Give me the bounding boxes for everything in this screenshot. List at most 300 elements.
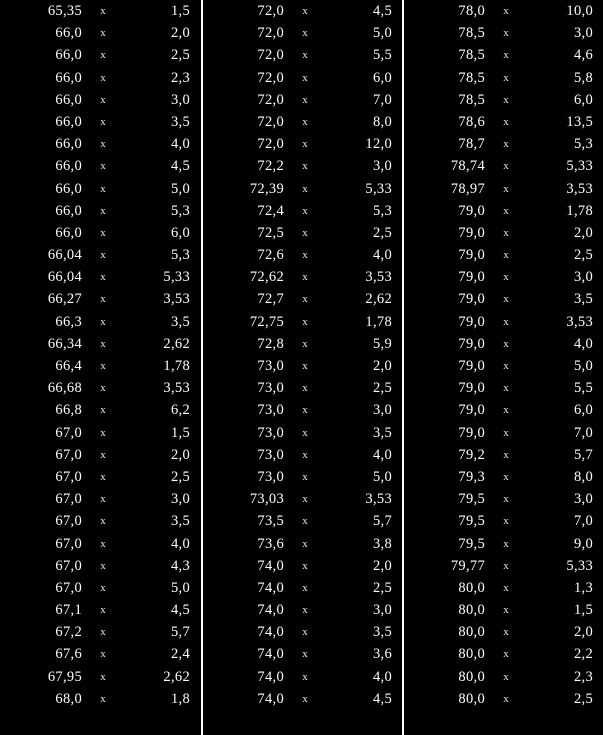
- multiply-operator: x: [302, 448, 308, 461]
- dimension-width-value: 74,0: [257, 557, 284, 574]
- dimension-width-value: 79,0: [458, 424, 485, 441]
- table-row: [202, 111, 402, 133]
- table-column: [201, 0, 402, 735]
- dimension-width-value: 66,0: [55, 180, 82, 197]
- dimension-height-value: 2,0: [170, 446, 190, 463]
- dimension-height-value: 3,5: [170, 513, 190, 530]
- table-row: [0, 111, 201, 133]
- dimension-height-value: 5,0: [372, 25, 392, 42]
- dimension-height-value: 3,53: [163, 291, 190, 308]
- table-row: [0, 222, 201, 244]
- table-row: [0, 377, 201, 399]
- multiply-operator: x: [503, 160, 509, 173]
- dimension-height-value: 2,5: [573, 247, 593, 264]
- multiply-operator: x: [302, 49, 308, 62]
- table-row: [0, 355, 201, 377]
- multiply-operator: x: [100, 71, 106, 84]
- multiply-operator: x: [100, 27, 106, 40]
- multiply-operator: x: [302, 249, 308, 262]
- table-row: [403, 422, 603, 444]
- dimension-width-value: 66,4: [55, 358, 82, 374]
- multiply-operator: x: [503, 93, 509, 106]
- dimension-width-value: 79,0: [458, 269, 485, 286]
- dimension-width-value: 78,7: [458, 136, 485, 153]
- multiply-operator: x: [100, 204, 106, 217]
- dimension-width-value: 80,0: [458, 579, 485, 596]
- dimension-width-value: 67,2: [55, 624, 82, 641]
- dimension-width-value: 74,0: [257, 602, 284, 619]
- table-row: [403, 288, 603, 310]
- dimension-width-value: 66,0: [55, 158, 82, 175]
- table-row: [403, 599, 603, 621]
- multiply-operator: x: [100, 360, 106, 372]
- dimension-width-value: 72,6: [257, 247, 284, 264]
- table-row: [0, 577, 201, 599]
- multiply-operator: x: [100, 581, 106, 594]
- dimension-height-value: 4,3: [170, 557, 190, 574]
- dimension-width-value: 66,8: [55, 402, 82, 419]
- dimension-width-value: 79,0: [458, 358, 485, 374]
- table-row: [202, 22, 402, 44]
- dimension-height-value: 2,62: [163, 668, 190, 685]
- multiply-operator: x: [302, 182, 308, 195]
- dimension-width-value: 72,2: [257, 158, 284, 175]
- dimension-width-value: 66,0: [55, 47, 82, 64]
- dimension-height-value: 5,3: [170, 247, 190, 264]
- multiply-operator: x: [503, 360, 509, 372]
- dimension-width-value: 79,0: [458, 335, 485, 352]
- multiply-operator: x: [302, 204, 308, 217]
- multiply-operator: x: [503, 337, 509, 350]
- table-row: [202, 0, 402, 22]
- dimension-width-value: 66,0: [55, 91, 82, 108]
- dimension-height-value: 5,33: [365, 180, 392, 197]
- multiply-operator: x: [100, 337, 106, 350]
- dimension-height-value: 5,3: [573, 136, 593, 153]
- table-row: [403, 488, 603, 510]
- multiply-operator: x: [302, 604, 308, 617]
- table-row: [202, 89, 402, 111]
- dimension-width-value: 66,34: [47, 335, 82, 352]
- multiply-operator: x: [302, 138, 308, 151]
- table-row: [0, 89, 201, 111]
- dimension-height-value: 2,3: [573, 668, 593, 685]
- dimension-height-value: 6,0: [573, 402, 593, 419]
- dimension-width-value: 79,3: [458, 468, 485, 485]
- table-row: [403, 178, 603, 200]
- dimension-width-value: 74,0: [257, 579, 284, 596]
- dimension-width-value: 67,0: [55, 424, 82, 441]
- table-row: [202, 444, 402, 466]
- dimension-height-value: 4,5: [372, 690, 392, 707]
- dimension-height-value: 5,33: [163, 269, 190, 286]
- dimension-height-value: 5,0: [573, 358, 593, 374]
- dimension-height-value: 3,53: [365, 269, 392, 286]
- table-row: [0, 621, 201, 643]
- dimension-width-value: 67,0: [55, 535, 82, 552]
- table-row: [202, 155, 402, 177]
- dimension-height-value: 4,0: [372, 668, 392, 685]
- dimension-width-value: 66,68: [47, 380, 82, 397]
- dimension-height-value: 3,53: [566, 180, 593, 197]
- table-row: [403, 621, 603, 643]
- multiply-operator: x: [302, 692, 308, 705]
- table-row: [403, 111, 603, 133]
- dimension-height-value: 4,0: [573, 335, 593, 352]
- table-row: [403, 377, 603, 399]
- multiply-operator: x: [302, 271, 308, 284]
- dimension-height-value: 4,0: [170, 136, 190, 153]
- table-row: [202, 222, 402, 244]
- multiply-operator: x: [302, 27, 308, 40]
- dimension-width-value: 66,3: [55, 313, 82, 330]
- dimension-height-value: 5,7: [170, 624, 190, 641]
- dimension-width-value: 74,0: [257, 646, 284, 663]
- dimension-width-value: 73,0: [257, 402, 284, 419]
- dimension-height-value: 5,7: [573, 446, 593, 463]
- dimension-height-value: 10,0: [566, 3, 593, 19]
- multiply-operator: x: [503, 249, 509, 262]
- table-row: [403, 311, 603, 333]
- multiply-operator: x: [503, 271, 509, 284]
- dimension-width-value: 79,0: [458, 291, 485, 308]
- dimension-width-value: 66,0: [55, 224, 82, 241]
- multiply-operator: x: [503, 426, 509, 439]
- dimension-width-value: 73,6: [257, 535, 284, 552]
- dimension-width-value: 78,74: [450, 158, 485, 175]
- dimension-height-value: 4,6: [573, 47, 593, 64]
- multiply-operator: x: [100, 49, 106, 62]
- table-row: [403, 510, 603, 532]
- multiply-operator: x: [100, 537, 106, 550]
- dimension-height-value: 13,5: [566, 113, 593, 130]
- dimension-width-value: 80,0: [458, 690, 485, 707]
- multiply-operator: x: [100, 493, 106, 506]
- dimension-height-value: 2,62: [365, 291, 392, 308]
- multiply-operator: x: [100, 670, 106, 683]
- dimension-width-value: 72,0: [257, 25, 284, 42]
- dimension-width-value: 78,5: [458, 91, 485, 108]
- multiply-operator: x: [302, 559, 308, 572]
- table-row: [403, 266, 603, 288]
- dimension-width-value: 74,0: [257, 624, 284, 641]
- table-row: [202, 311, 402, 333]
- dimension-width-value: 79,5: [458, 535, 485, 552]
- dimension-width-value: 78,6: [458, 113, 485, 130]
- dimension-height-value: 1,3: [573, 579, 593, 596]
- dimension-width-value: 72,39: [249, 180, 284, 197]
- table-row: [403, 333, 603, 355]
- dimension-width-value: 66,04: [47, 247, 82, 264]
- dimension-height-value: 2,4: [170, 646, 190, 663]
- dimension-height-value: 2,0: [573, 224, 593, 241]
- table-row: [403, 399, 603, 421]
- dimension-width-value: 79,0: [458, 313, 485, 330]
- dimension-height-value: 3,5: [170, 113, 190, 130]
- table-row: [202, 533, 402, 555]
- multiply-operator: x: [302, 382, 308, 395]
- table-row: [202, 355, 402, 377]
- dimension-width-value: 67,1: [55, 602, 82, 619]
- dimension-width-value: 67,95: [47, 668, 82, 685]
- table-row: [0, 244, 201, 266]
- dimension-width-value: 79,2: [458, 446, 485, 463]
- dimension-height-value: 2,0: [573, 624, 593, 641]
- multiply-operator: x: [100, 249, 106, 262]
- table-row: [403, 155, 603, 177]
- table-row: [202, 200, 402, 222]
- multiply-operator: x: [100, 426, 106, 439]
- dimension-height-value: 2,5: [170, 468, 190, 485]
- multiply-operator: x: [302, 670, 308, 683]
- table-row: [403, 355, 603, 377]
- multiply-operator: x: [503, 648, 509, 661]
- dimension-height-value: 3,0: [372, 602, 392, 619]
- dimension-width-value: 66,27: [47, 291, 82, 308]
- table-row: [403, 22, 603, 44]
- dimension-width-value: 67,6: [55, 646, 82, 663]
- dimension-height-value: 1,78: [566, 202, 593, 219]
- table-row: [403, 222, 603, 244]
- multiply-operator: x: [302, 515, 308, 528]
- dimension-width-value: 73,03: [249, 491, 284, 508]
- dimension-height-value: 3,6: [372, 646, 392, 663]
- dimension-height-value: 2,5: [372, 224, 392, 241]
- dimension-height-value: 3,8: [372, 535, 392, 552]
- multiply-operator: x: [100, 648, 106, 661]
- dimension-width-value: 67,0: [55, 513, 82, 530]
- table-row: [202, 422, 402, 444]
- table-row: [202, 510, 402, 532]
- dimension-height-value: 6,2: [170, 402, 190, 419]
- table-row: [0, 333, 201, 355]
- table-row: [0, 133, 201, 155]
- dimension-height-value: 4,5: [170, 602, 190, 619]
- multiply-operator: x: [503, 692, 509, 705]
- table-row: [0, 399, 201, 421]
- table-row: [202, 377, 402, 399]
- dimension-width-value: 72,5: [257, 224, 284, 241]
- dimension-height-value: 8,0: [372, 113, 392, 130]
- table-row: [0, 688, 201, 710]
- table-row: [0, 666, 201, 688]
- multiply-operator: x: [100, 382, 106, 395]
- table-row: [403, 688, 603, 710]
- table-row: [403, 0, 603, 22]
- multiply-operator: x: [503, 49, 509, 62]
- dimension-height-value: 6,0: [573, 91, 593, 108]
- table-row: [0, 22, 201, 44]
- dimension-height-value: 5,5: [372, 47, 392, 64]
- table-row: [0, 266, 201, 288]
- table-row: [202, 244, 402, 266]
- dimension-height-value: 2,5: [170, 47, 190, 64]
- table-row: [202, 488, 402, 510]
- dimension-height-value: 1,5: [170, 3, 190, 19]
- table-row: [403, 244, 603, 266]
- multiply-operator: x: [503, 604, 509, 617]
- table-row: [202, 555, 402, 577]
- dimension-width-value: 72,0: [257, 91, 284, 108]
- multiply-operator: x: [100, 315, 106, 328]
- multiply-operator: x: [100, 115, 106, 128]
- dimension-width-value: 74,0: [257, 690, 284, 707]
- table-row: [0, 0, 201, 22]
- dimension-width-value: 65,35: [47, 3, 82, 19]
- multiply-operator: x: [302, 626, 308, 639]
- dimension-width-value: 73,0: [257, 468, 284, 485]
- multiply-operator: x: [503, 626, 509, 639]
- multiply-operator: x: [100, 404, 106, 417]
- dimension-height-value: 4,5: [372, 3, 392, 19]
- table-row: [403, 444, 603, 466]
- dimension-height-value: 5,9: [372, 335, 392, 352]
- dimension-width-value: 80,0: [458, 668, 485, 685]
- dimension-width-value: 79,77: [450, 557, 485, 574]
- multiply-operator: x: [100, 515, 106, 528]
- table-row: [202, 288, 402, 310]
- multiply-operator: x: [302, 404, 308, 417]
- dimension-width-value: 79,0: [458, 380, 485, 397]
- dimension-height-value: 1,78: [365, 313, 392, 330]
- multiply-operator: x: [503, 5, 509, 17]
- dimension-width-value: 73,0: [257, 380, 284, 397]
- table-row: [403, 533, 603, 555]
- dimension-width-value: 78,5: [458, 25, 485, 42]
- dimension-width-value: 67,0: [55, 491, 82, 508]
- multiply-operator: x: [503, 27, 509, 40]
- dimension-width-value: 72,75: [249, 313, 284, 330]
- multiply-operator: x: [503, 404, 509, 417]
- multiply-operator: x: [503, 293, 509, 306]
- table-row: [202, 44, 402, 66]
- dimension-height-value: 1,8: [170, 690, 190, 707]
- dimension-width-value: 80,0: [458, 602, 485, 619]
- dimension-width-value: 72,0: [257, 136, 284, 153]
- multiply-operator: x: [302, 115, 308, 128]
- dimension-height-value: 2,3: [170, 69, 190, 86]
- multiply-operator: x: [503, 71, 509, 84]
- dimension-width-value: 67,0: [55, 446, 82, 463]
- dimension-height-value: 5,3: [170, 202, 190, 219]
- dimension-width-value: 73,0: [257, 358, 284, 374]
- multiply-operator: x: [503, 470, 509, 483]
- dimension-width-value: 72,4: [257, 202, 284, 219]
- dimension-height-value: 2,2: [573, 646, 593, 663]
- multiply-operator: x: [302, 160, 308, 173]
- table-row: [0, 466, 201, 488]
- table-row: [0, 155, 201, 177]
- dimension-height-value: 1,5: [170, 424, 190, 441]
- dimension-height-value: 9,0: [573, 535, 593, 552]
- table-row: [0, 599, 201, 621]
- dimension-width-value: 79,5: [458, 491, 485, 508]
- dimension-height-value: 3,53: [365, 491, 392, 508]
- table-row: [202, 67, 402, 89]
- dimension-width-value: 66,0: [55, 25, 82, 42]
- dimension-width-value: 66,0: [55, 113, 82, 130]
- dimension-width-value: 66,04: [47, 269, 82, 286]
- multiply-operator: x: [302, 315, 308, 328]
- multiply-operator: x: [503, 559, 509, 572]
- table-row: [403, 577, 603, 599]
- multiply-operator: x: [503, 382, 509, 395]
- dimension-width-value: 80,0: [458, 646, 485, 663]
- dimension-height-value: 3,0: [573, 491, 593, 508]
- dimension-width-value: 79,0: [458, 247, 485, 264]
- dimension-height-value: 7,0: [372, 91, 392, 108]
- multiply-operator: x: [302, 337, 308, 350]
- multiply-operator: x: [503, 204, 509, 217]
- table-row: [403, 555, 603, 577]
- table-row: [0, 311, 201, 333]
- dimension-height-value: 4,0: [372, 247, 392, 264]
- dimension-height-value: 5,0: [372, 468, 392, 485]
- dimension-height-value: 3,53: [566, 313, 593, 330]
- dimension-height-value: 3,0: [372, 402, 392, 419]
- dimension-height-value: 3,0: [573, 269, 593, 286]
- dimension-width-value: 72,0: [257, 69, 284, 86]
- table-row: [0, 288, 201, 310]
- multiply-operator: x: [503, 315, 509, 328]
- multiply-operator: x: [100, 293, 106, 306]
- dimension-height-value: 5,33: [566, 557, 593, 574]
- dimension-height-value: 4,0: [170, 535, 190, 552]
- multiply-operator: x: [503, 670, 509, 683]
- dimension-height-value: 3,5: [573, 291, 593, 308]
- table-row: [202, 466, 402, 488]
- dimension-width-value: 78,0: [458, 3, 485, 19]
- dimension-height-value: 5,8: [573, 69, 593, 86]
- dimension-width-value: 78,97: [450, 180, 485, 197]
- multiply-operator: x: [503, 138, 509, 151]
- multiply-operator: x: [503, 493, 509, 506]
- dimension-width-value: 72,7: [257, 291, 284, 308]
- dimension-height-value: 2,0: [372, 358, 392, 374]
- table-row: [403, 666, 603, 688]
- dimension-height-value: 2,0: [170, 25, 190, 42]
- table-column: [0, 0, 201, 735]
- dimension-height-value: 2,62: [163, 335, 190, 352]
- multiply-operator: x: [100, 138, 106, 151]
- dimension-width-value: 66,0: [55, 136, 82, 153]
- multiply-operator: x: [302, 426, 308, 439]
- dimension-height-value: 5,0: [170, 579, 190, 596]
- table-row: [202, 133, 402, 155]
- table-row: [403, 67, 603, 89]
- dimension-width-value: 72,0: [257, 113, 284, 130]
- table-row: [403, 200, 603, 222]
- dimension-height-value: 5,7: [372, 513, 392, 530]
- table-row: [0, 533, 201, 555]
- multiply-operator: x: [302, 648, 308, 661]
- table-row: [403, 44, 603, 66]
- multiply-operator: x: [100, 470, 106, 483]
- dimension-height-value: 1,5: [573, 602, 593, 619]
- dimension-height-value: 5,5: [573, 380, 593, 397]
- dimension-width-value: 73,0: [257, 446, 284, 463]
- multiply-operator: x: [302, 537, 308, 550]
- multiply-operator: x: [503, 581, 509, 594]
- dimension-height-value: 6,0: [170, 224, 190, 241]
- multiply-operator: x: [503, 515, 509, 528]
- multiply-operator: x: [302, 360, 308, 372]
- dimension-height-value: 6,0: [372, 69, 392, 86]
- multiply-operator: x: [100, 5, 106, 17]
- dimension-height-value: 2,5: [372, 380, 392, 397]
- dimension-width-value: 79,5: [458, 513, 485, 530]
- dimension-height-value: 7,0: [573, 424, 593, 441]
